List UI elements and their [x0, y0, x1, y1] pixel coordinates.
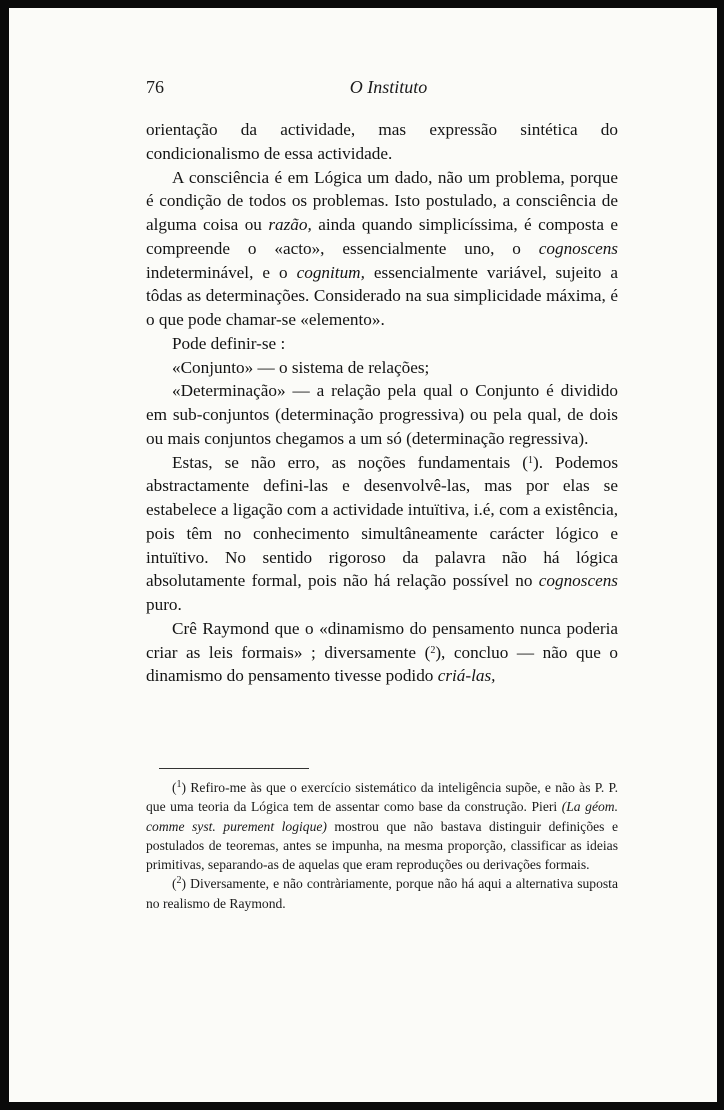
- text-run: Crê Raymond que o «dinamismo do pensamento nunca poderia criar as leis formais» ; diversamente (: [146, 618, 618, 662]
- text-run: ). Podemos abstractamente defini-las e desenvolvê-las, mas por elas se estabelece a ligação com a actividade intuïtiva, i.é, com a existência, pois têm no conhecimento simultâneamente carácter lógico e intuïtivo. No sentido rigoroso da palavra não há lógica absolutamente formal, pois não há relação possível no: [146, 452, 619, 591]
- book-page: [9, 8, 717, 1102]
- text-run: ), concluo — não que o dinamismo do pensamento tivesse podido: [146, 642, 619, 686]
- text-run: indeterminável, e o: [146, 262, 297, 282]
- text-run: puro.: [146, 595, 182, 614]
- footnote-mark: 1: [176, 779, 182, 790]
- footnote: ($^2$) Diversamente, e não contràriamente, porque não há aqui a alternativa suposta no realismo de Raymond.: [146, 875, 618, 911]
- footnote-ref[interactable]: 2: [430, 644, 436, 656]
- text-run: ainda quando simplicíssima, é composta e compreende o «acto», essencialmente uno, o: [146, 215, 618, 258]
- paragraph: orientação da actividade, mas expressão sintética do condicionalismo de essa actividade.: [146, 120, 618, 163]
- text-run: A consciência é em Lógica um dado, não um problema, porque é condição de todos os problemas. Isto postulado, a consciência de alguma coisa ou: [146, 167, 618, 234]
- footnote-divider: [159, 768, 309, 769]
- text-run: Refiro-me às que o exercício sistemático da inteligência supõe, e não às P. P. que uma teoria da Lógica tem de assentar como base da construção. Pieri: [146, 780, 618, 815]
- paragraph: «Conjunto» — o sistema de relações;: [172, 357, 430, 377]
- italic-term: razão,: [268, 215, 312, 234]
- main-text: [146, 118, 618, 688]
- text-run: mostrou que não bastava distinguir definições e postulados de teoremas, antes se impunha, na mesma proporção, classificar as ideias primitivas, separando-as de aquelas que eram reproduções ou derivações formais.: [146, 818, 618, 873]
- italic-term: criá-las,: [437, 666, 496, 686]
- running-title: O Instituto: [349, 77, 428, 97]
- page-number: 76: [146, 77, 164, 97]
- italic-term: cognoscens: [538, 571, 618, 591]
- text-run: Estas, se não erro, as noções fundamentais (: [172, 452, 528, 472]
- paragraph: [146, 617, 618, 688]
- footnote: ($^1$) Refiro-me às que o exercício sistemático da inteligência supõe, e não às P. P. que uma teoria da Lógica tem de assentar como base da construção. Pieri (La géom. comme syst. purement logique) mostrou que não bastava distinguir definições e postulados de teoremas, antes se impunha, na mesma proporção, classificar as ideias primitivas, separando-as de aquelas que eram reproduções ou derivações formais.: [146, 779, 618, 873]
- footnote-mark: 2: [176, 875, 182, 887]
- running-header: [146, 77, 631, 99]
- paragraph: Pode definir-se :: [172, 333, 286, 353]
- citation: (La géom. comme syst. purement logique): [146, 799, 618, 834]
- paragraph: «Determinação» — a relação pela qual o Conjunto é dividido em sub-conjuntos (determinação progressiva) ou pela qual, de dois ou mais conjuntos chegamos a um só (determinação regressiva).: [146, 381, 618, 448]
- italic-term: cognoscens: [538, 238, 618, 258]
- paragraph: [146, 166, 618, 332]
- paragraph: [146, 451, 618, 617]
- footnotes: [146, 778, 618, 913]
- italic-term: cognitum,: [296, 262, 365, 282]
- footnote-ref[interactable]: 1: [527, 454, 533, 466]
- text-run: Diversamente, e não contràriamente, porque não há aqui a alternativa suposta no realismo de Raymond.: [146, 876, 618, 911]
- text-run: essencialmente variável, sujeito a tôdas as determinações. Considerado na sua simplicidade máxima, é o que pode chamar-se «elemento».: [146, 262, 619, 329]
